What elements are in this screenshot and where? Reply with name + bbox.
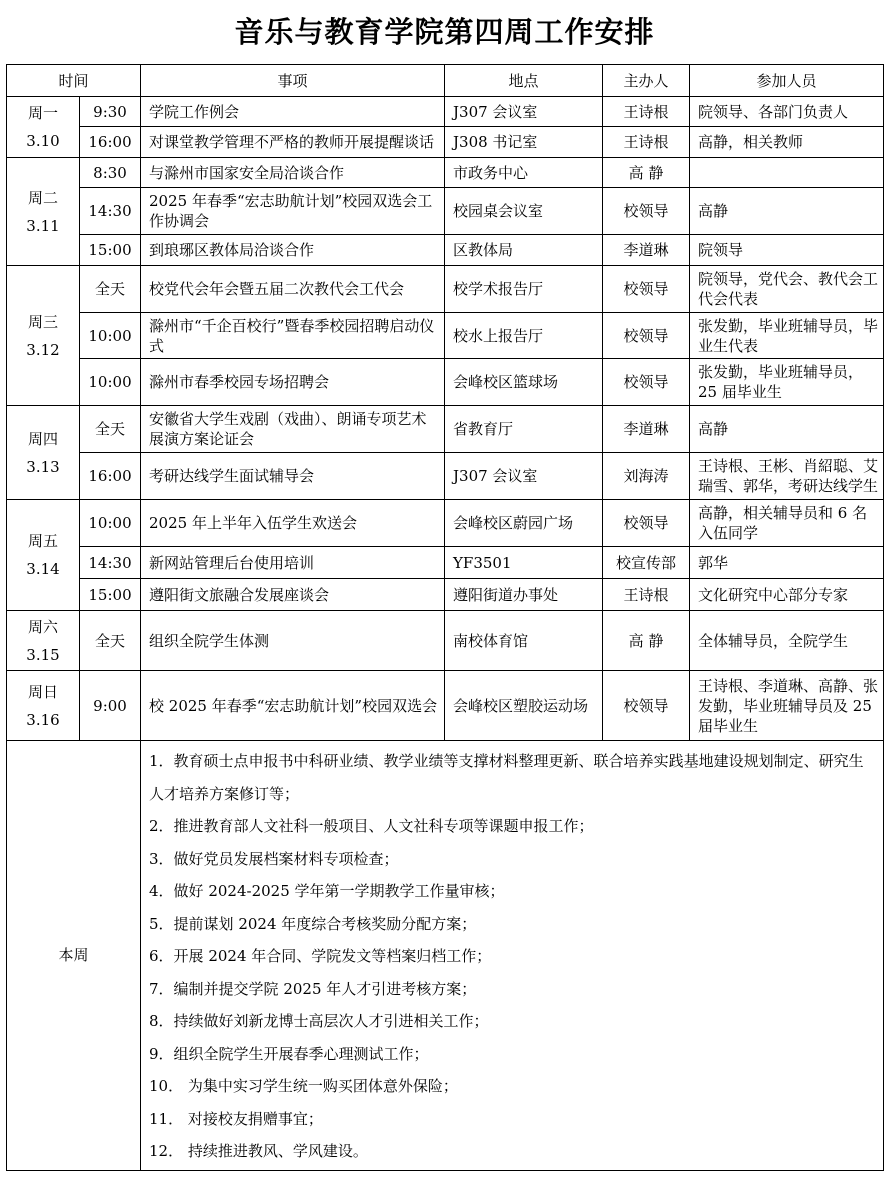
event-time: 9:00: [80, 671, 141, 741]
day-cell: 周日 3.16: [7, 671, 80, 741]
page-title: 音乐与教育学院第四周工作安排: [234, 15, 655, 49]
list-item: 1．教育硕士点申报书中科研业绩、教学业绩等支撑材料整理更新、联合培养实践基地建设规划制定、研究生人才培养方案修订等；: [149, 752, 864, 803]
event-item: 校党代会年会暨五届二次教代会工代会: [141, 266, 445, 313]
event-host: 校领导: [603, 266, 690, 313]
day-cell: 周四 3.13: [7, 406, 80, 500]
table-row: [7, 266, 884, 313]
list-item: 6．开展 2024 年合同、学院发文等档案归档工作；: [149, 947, 492, 965]
event-people: 全体辅导员，全院学生: [690, 611, 884, 671]
list-item: 4．做好 2024-2025 学年第一学期教学工作量审核；: [149, 882, 505, 900]
table-row: [7, 579, 884, 611]
event-place: 遵阳街道办事处: [445, 579, 603, 611]
event-item: 2025 年春季“宏志助航计划”校园双选会工作协调会: [141, 188, 445, 235]
week-task-list: [141, 741, 884, 1171]
list-item: 11． 对接校友捐赠事宜；: [149, 1109, 323, 1128]
header-time: 时间: [7, 65, 141, 97]
event-item: 考研达线学生面试辅导会: [141, 453, 445, 500]
table-row: [7, 188, 884, 235]
event-item: 组织全院学生体测: [141, 611, 445, 671]
event-time: 14:30: [80, 547, 141, 579]
event-item: 遵阳街文旅融合发展座谈会: [141, 579, 445, 611]
event-time: 10:00: [80, 500, 141, 547]
list-item: 8．持续做好刘新龙博士高层次人才引进相关工作；: [149, 1012, 489, 1030]
event-item: 校 2025 年春季“宏志助航计划”校园双选会: [141, 671, 445, 741]
event-item: 安徽省大学生戏剧（戏曲）、朗诵专项艺术展演方案论证会: [141, 406, 445, 453]
event-item: 滁州市“千企百校行”暨春季校园招聘启动仪式: [141, 313, 445, 359]
event-host: 校领导: [603, 313, 690, 359]
list-item: 3．做好党员发展档案材料专项检查；: [149, 849, 399, 868]
event-place: 校学术报告厅: [445, 266, 603, 313]
event-people: 高静: [690, 406, 884, 453]
event-people: 高静，相关辅导员和 6 名入伍同学: [690, 500, 884, 547]
event-time: 9:30: [80, 97, 141, 127]
event-place: 省教育厅: [445, 406, 603, 453]
table-row: [7, 671, 884, 741]
table-row: [7, 235, 884, 266]
event-place: J307 会议室: [445, 453, 603, 500]
event-people: 王诗根、李道琳、高静、张发勤，毕业班辅导员及 25 届毕业生: [690, 671, 884, 741]
table-row: [7, 611, 884, 671]
event-host: 刘海涛: [603, 453, 690, 500]
event-place: 会峰校区篮球场: [445, 359, 603, 406]
event-item: 到琅琊区教体局洽谈合作: [141, 235, 445, 266]
list-item: 7．编制并提交学院 2025 年人才引进考核方案；: [149, 979, 477, 998]
table-row: [7, 97, 884, 127]
event-people: 文化研究中心部分专家: [690, 579, 884, 611]
header-host: 主办人: [603, 65, 690, 97]
event-time: 全天: [80, 406, 141, 453]
event-place: 区教体局: [445, 235, 603, 266]
list-item: 9．组织全院学生开展春季心理测试工作；: [149, 1044, 429, 1063]
event-place: 会峰校区塑胶运动场: [445, 671, 603, 741]
event-item: 滁州市春季校园专场招聘会: [141, 359, 445, 406]
event-time: 16:00: [80, 127, 141, 158]
list-item: 5．提前谋划 2024 年度综合考核奖励分配方案；: [149, 914, 477, 933]
event-place: J308 书记室: [445, 127, 603, 158]
day-cell: 周二 3.11: [7, 158, 80, 266]
event-host: 校领导: [603, 188, 690, 235]
event-people: [690, 158, 884, 188]
day-cell: 周五 3.14: [7, 500, 80, 611]
event-people: 高静，相关教师: [690, 127, 884, 158]
event-people: 院领导，党代会、教代会工代会代表: [690, 266, 884, 313]
event-place: 南校体育馆: [445, 611, 603, 671]
event-host: 王诗根: [603, 579, 690, 611]
week-label: 本周: [7, 741, 141, 1171]
event-people: 郭华: [690, 547, 884, 579]
event-item: 与滁州市国家安全局洽谈合作: [141, 158, 445, 188]
event-item: 对课堂教学管理不严格的教师开展提醒谈话: [141, 127, 445, 158]
event-item: 新网站管理后台使用培训: [141, 547, 445, 579]
day-cell: 周一 3.10: [7, 97, 80, 158]
day-cell: 周六 3.15: [7, 611, 80, 671]
table-row: [7, 500, 884, 547]
schedule-table: [6, 64, 884, 1171]
event-host: 校领导: [603, 671, 690, 741]
week-tasks-row: [7, 741, 884, 1171]
table-row: [7, 313, 884, 359]
event-place: YF3501: [445, 547, 603, 579]
table-row: [7, 453, 884, 500]
event-people: 王诗根、王彬、肖紹聪、艾瑞雪、郭华，考研达线学生: [690, 453, 884, 500]
event-people: 张发勤，毕业班辅导员，毕业生代表: [690, 313, 884, 359]
event-time: 15:00: [80, 579, 141, 611]
list-item: 2．推进教育部人文社科一般项目、人文社科专项等课题申报工作；: [149, 817, 594, 835]
event-time: 全天: [80, 266, 141, 313]
event-host: 王诗根: [603, 97, 690, 127]
event-time: 8:30: [80, 158, 141, 188]
event-time: 10:00: [80, 359, 141, 406]
table-row: [7, 406, 884, 453]
list-item: 12． 持续推进教风、学风建设。: [149, 1142, 368, 1160]
day-cell: 周三 3.12: [7, 266, 80, 406]
event-host: 校领导: [603, 359, 690, 406]
event-host: 李道琳: [603, 235, 690, 266]
event-time: 10:00: [80, 313, 141, 359]
event-time: 16:00: [80, 453, 141, 500]
event-item: 2025 年上半年入伍学生欢送会: [141, 500, 445, 547]
event-time: 15:00: [80, 235, 141, 266]
event-people: 高静: [690, 188, 884, 235]
table-row: [7, 158, 884, 188]
event-people: 院领导、各部门负责人: [690, 97, 884, 127]
event-item: 学院工作例会: [141, 97, 445, 127]
header-place: 地点: [445, 65, 603, 97]
table-header-row: [7, 65, 884, 97]
table-row: [7, 547, 884, 579]
event-host: 高 静: [603, 158, 690, 188]
event-host: 李道琳: [603, 406, 690, 453]
event-place: 会峰校区蔚园广场: [445, 500, 603, 547]
event-people: 院领导: [690, 235, 884, 266]
table-row: [7, 359, 884, 406]
event-people: 张发勤，毕业班辅导员，25 届毕业生: [690, 359, 884, 406]
list-item: 10． 为集中实习学生统一购买团体意外保险；: [149, 1077, 458, 1095]
table-row: [7, 127, 884, 158]
event-time: 全天: [80, 611, 141, 671]
header-people: 参加人员: [690, 65, 884, 97]
event-host: 高 静: [603, 611, 690, 671]
event-host: 校领导: [603, 500, 690, 547]
event-place: 校水上报告厅: [445, 313, 603, 359]
event-place: J307 会议室: [445, 97, 603, 127]
event-place: 市政务中心: [445, 158, 603, 188]
event-host: 王诗根: [603, 127, 690, 158]
event-time: 14:30: [80, 188, 141, 235]
event-place: 校园桌会议室: [445, 188, 603, 235]
header-item: 事项: [141, 65, 445, 97]
event-host: 校宣传部: [603, 547, 690, 579]
